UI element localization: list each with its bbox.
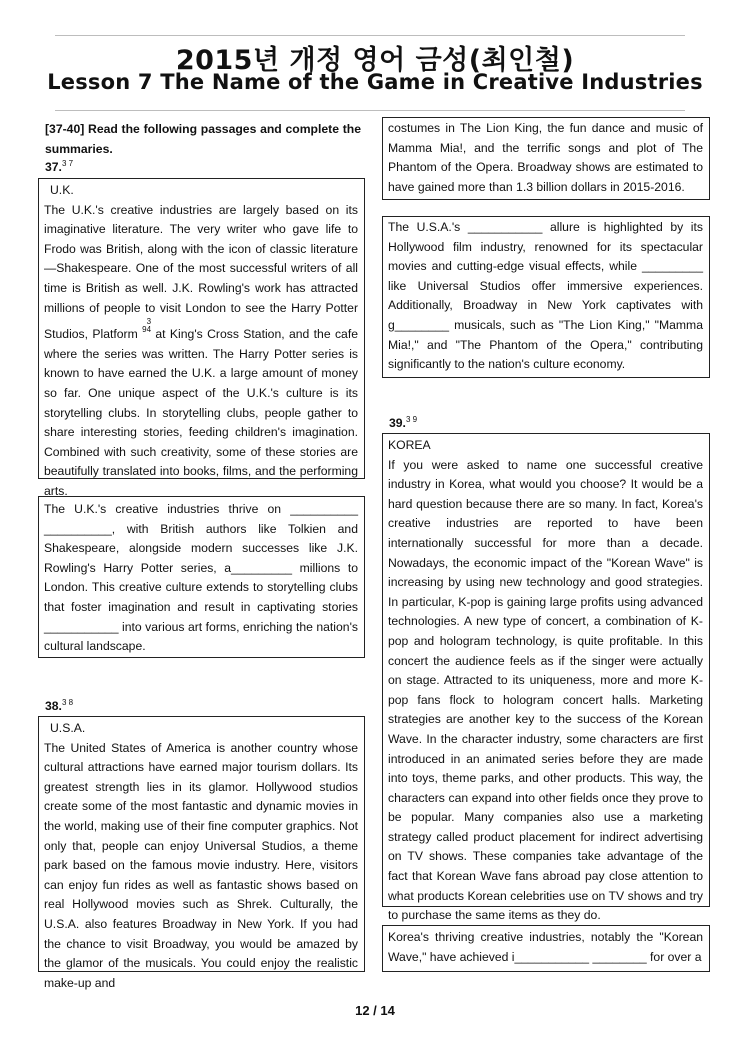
q37-summary: The U.K.'s creative industries thrive on __________ __________, with British authors like Tolkien and Shakespeare, alongside modern successes like J.K. Rowling's Harry Potter series, a_________ millions to London. This creative culture extends to storytelling clubs that foster imagination and result in captivating stories ___________ into various art forms, enriching the nation's cultural landscape. bbox=[44, 502, 358, 654]
lesson-subtitle: Lesson 7 The Name of the Game in Creative Industries bbox=[47, 70, 703, 94]
q37-heading: U.K. bbox=[50, 183, 74, 197]
q37-passage: The U.K.'s creative industries are largely based on its imaginative literature. The very writer who gave life to Frodo was British, along with the icon of classic literature—Shakespeare. One of the most successful writers of all time is British as well. J.K. Rowling's work has attracted millions of people to visit London to see the Harry Potter Studios, Platform 93 4 at King's Cross Station, and the cafe where the series was written. The Harry Potter series is known to have earned the U.K. a large amount of money so far. One unique aspect of the U.K.'s culture is its storytelling clubs. In storytelling clubs, people gather to share interesting stories, feeding children's imagination. Combined with such creativity, some of these stories are beautifully translated into books, films, and the performing arts. bbox=[44, 202, 358, 498]
q38-summary: The U.S.A.'s ___________ allure is highlighted by its Hollywood film industry, renowned for its spectacular movies and cutting-edge visual effects, while _________ like Universal Studios offer immersive experiences. Additionally, Broadway in New York captivates with g________ musicals, such as "The Lion King," "Mamma Mia!," and "The Phantom of the Opera," contributing significantly to the nation's culture economy. bbox=[388, 220, 703, 372]
platform-fraction: 93 4 bbox=[142, 317, 152, 335]
page-number: 12 / 14 bbox=[355, 1003, 395, 1018]
question-38-number: 38.$^{3 8}$ bbox=[45, 698, 74, 714]
question-37-number: 37.$^{3 7}$ bbox=[45, 159, 74, 175]
instructions: [37-40] Read the following passages and complete the summaries. bbox=[45, 122, 361, 156]
question-39-number: 39.$^{3 9}$ bbox=[389, 415, 418, 431]
q39-passage-box bbox=[382, 433, 710, 923]
header-bottom-rule bbox=[55, 110, 685, 111]
q38-passage-part1: The United States of America is another country whose cultural attractions have earned major tourism dollars. Its greatest strength lies in its glamor. Hollywood studios create some of the most fantastic and dynamic movies in the world, making use of their fine computer graphics. Not only that, people can enjoy Universal Studios, a theme park based on the famous movie industry. Here, visitors can enjoy fun rides as well as fantastic shows based on real Hollywood movies such as Shrek. Culturally, the U.S.A. also features Broadway in New York. If you had the chance to visit Broadway, you would be amazed by the glamor of the musicals. You could enjoy the realistic make-up and bbox=[44, 740, 358, 990]
q38-heading: U.S.A. bbox=[50, 721, 86, 735]
top-rule bbox=[55, 35, 685, 36]
q37-passage-box bbox=[38, 178, 365, 498]
q38-passage-box-left bbox=[38, 716, 365, 990]
q38-passage-part2: costumes in The Lion King, the fun dance and music of Mamma Mia!, and the terrific songs and plot of The Phantom of the Opera. Broadway shows are estimated to have gained more than 1.3 billion dollars in 2015-2016. bbox=[388, 121, 703, 194]
q39-summary: Korea's thriving creative industries, notably the "Korean Wave," have achieved i___________ ________ for over a bbox=[388, 930, 703, 964]
q39-summary-box bbox=[382, 925, 710, 972]
q39-passage: If you were asked to name one successful creative industry in Korea, what would you choose? It would be a hard question because there are so many. In fact, Korea's creative industries are reported to have been internationally successful for more than a decade. Nowadays, the economic impact of the "Korean Wave" is increasing by using new technology and good strategies. In particular, K-pop is gaining large profits using advanced technologies. A new type of concert, a combination of K-pop and hologram technology, is quite profitable. In this concert the audience feels as if the singer were actually on stage. Attracted to its uniqueness, more and more K-pop fans flock to hologram concert halls. Marketing strategies are another key to the success of the Korean Wave. In the character industry, some characters are first introduced in an animated series before they are made into toys, theme parks, and other products. This way, the characters can expand into other fields once they prove to be popular. Many companies also use a marketing strategy called product placement for indirect advertising on TV shows. These companies take advantage of the fact that Korean Wave fans abroad pay close attention to what products Korean celebrities use on TV shows and try to purchase the same items as they do. bbox=[388, 457, 703, 923]
q38-passage-box-right bbox=[382, 117, 710, 200]
page-title: 2015년 개정 영어 금성(최인철) bbox=[175, 45, 575, 76]
q38-summary-box bbox=[382, 216, 710, 378]
q39-heading: KOREA bbox=[388, 438, 431, 452]
q37-summary-box bbox=[38, 496, 365, 658]
